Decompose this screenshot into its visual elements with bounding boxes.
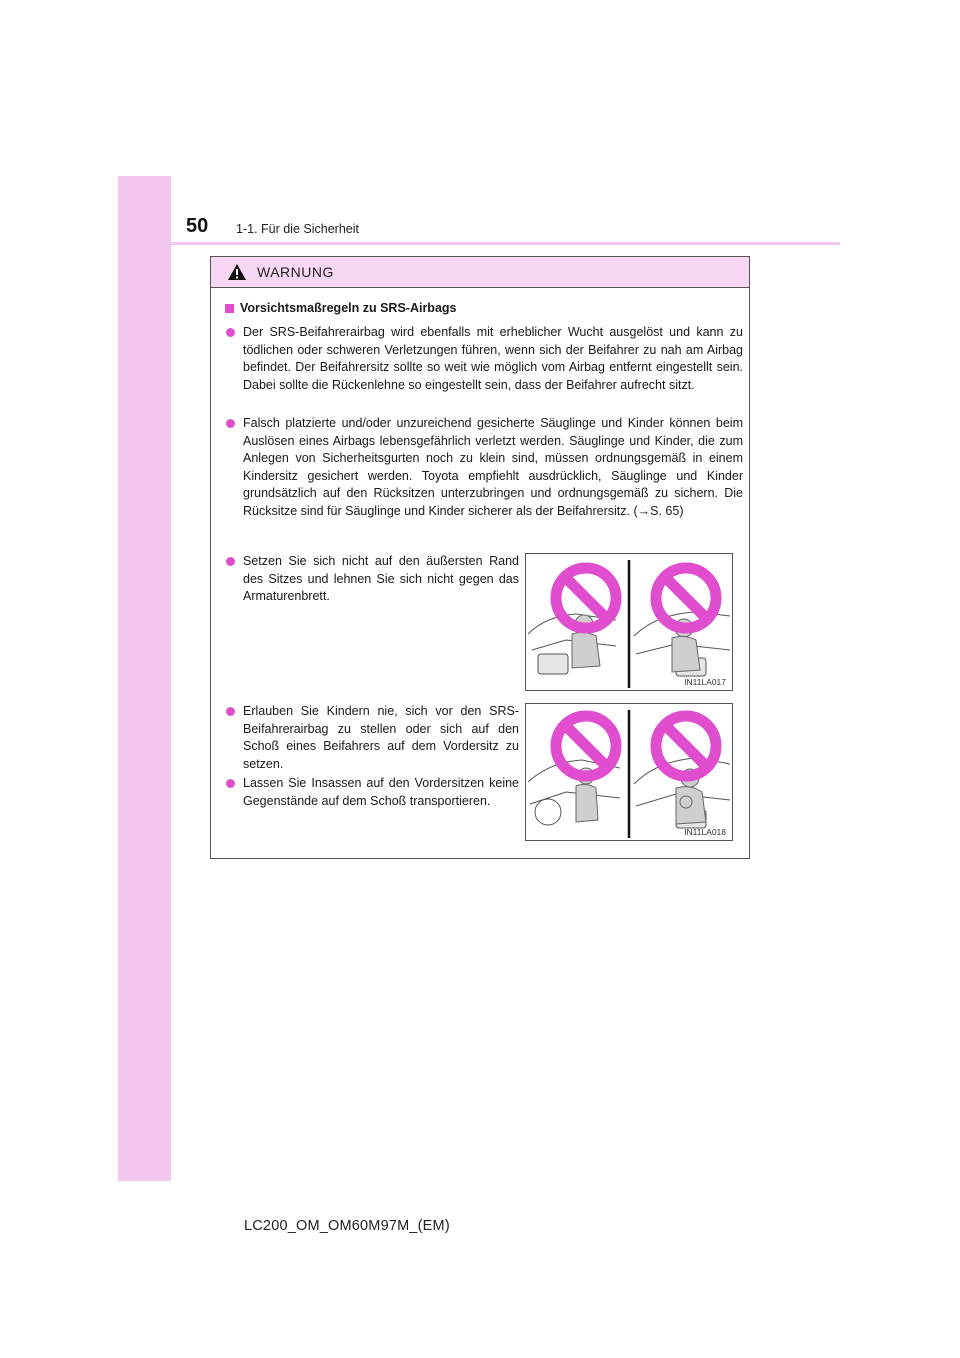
- warning-heading-text: Vorsichtsmaßregeln zu SRS-Airbags: [240, 301, 457, 315]
- list-item: [226, 324, 743, 394]
- prohibition-sign-icon: [656, 716, 716, 776]
- prohibition-sign-icon: [556, 716, 616, 776]
- section-title: 1-1. Für die Sicherheit: [236, 222, 359, 236]
- list-item: [226, 553, 519, 606]
- warning-title: WARNUNG: [257, 264, 334, 280]
- side-band: [118, 176, 171, 1181]
- bullet-dot-icon: [226, 557, 235, 566]
- list-item: [226, 703, 519, 773]
- warning-box: [210, 256, 750, 859]
- illustration-code: IN11LA017: [684, 677, 726, 687]
- list-item-text: Lassen Sie Insassen auf den Vordersitzen keine Gegenstände auf dem Schoß transportieren.: [243, 776, 519, 808]
- warning-header: [211, 257, 749, 288]
- illustration-code: IN11LA018: [684, 827, 726, 837]
- square-bullet-icon: [225, 304, 234, 313]
- warning-heading: [225, 301, 457, 315]
- list-item-text: Erlauben Sie Kindern nie, sich vor den SRS-Beifahrerairbag zu stellen oder sich auf den Schoß eines Beifahrers auf dem Vordersitz zu setzen.: [243, 704, 519, 771]
- illustration-child-position: [525, 703, 733, 841]
- bullet-dot-icon: [226, 779, 235, 788]
- header-rule: [118, 242, 840, 245]
- bullet-dot-icon: [226, 707, 235, 716]
- list-item-text: Der SRS-Beifahrerairbag wird ebenfalls mit erheblicher Wucht ausgelöst und kann zu tödlichen oder schweren Verletzungen führen, wenn sich der Beifahrer zu nah am Airbag befindet. Der Beifahrersitz sollte so weit wie möglich vom Airbag entfernt eingestellt sein. Dabei sollte die Rückenlehne so eingestellt sein, dass der Beifahrer aufrecht sitzt.: [243, 325, 743, 392]
- footer-doc-code: LC200_OM_OM60M97M_(EM): [244, 1218, 450, 1234]
- list-item: [226, 415, 743, 521]
- bullet-dot-icon: [226, 328, 235, 337]
- list-item-text: Setzen Sie sich nicht auf den äußersten Rand des Sitzes und lehnen Sie sich nicht gegen das Armaturenbrett.: [243, 554, 519, 604]
- illustration-seat-position: [525, 553, 733, 691]
- warning-triangle-icon: [227, 263, 247, 281]
- page-number: 50: [186, 215, 209, 237]
- list-item: [226, 775, 519, 810]
- bullet-dot-icon: [226, 419, 235, 428]
- list-item-text: Falsch platzierte und/oder unzureichend gesicherte Säuglinge und Kinder können beim Auslösen eines Airbags lebensgefährlich verletzt werden. Säuglinge und Kinder, die zum Anlegen von Sicherheitsgurten noch zu klein sind, müssen ordnungsgemäß in einem Kindersitz gesichert werden. Toyota empfiehlt ausdrücklich, Säuglinge und Kinder grundsätzlich auf den Rücksitzen unterzubringen und ordnungsgemäß zu sichern. Die Rücksitze sind für Säuglinge und Kinder sicherer als der Beifahrersitz. (→S. 65): [243, 416, 743, 518]
